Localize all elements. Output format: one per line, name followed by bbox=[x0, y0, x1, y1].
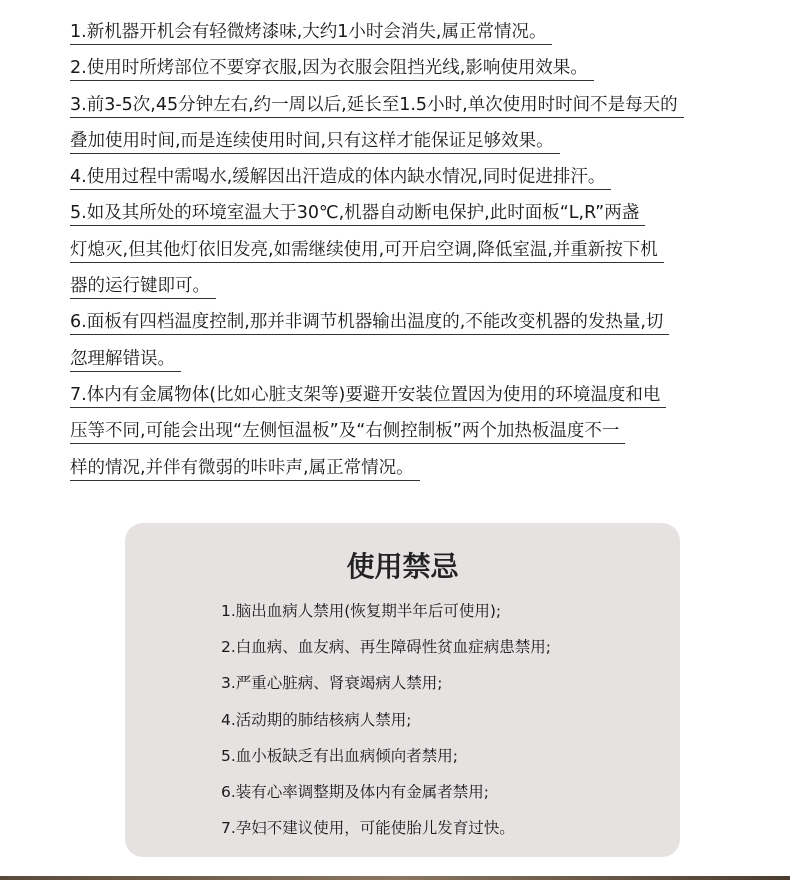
note-line: 3.前3-5次,45分钟左右,约一周以后,延长至1.5小时,单次使用时时间不是每天的 bbox=[70, 87, 720, 123]
note-line: 器的运行键即可。 bbox=[70, 268, 720, 304]
note-line: 样的情况,并伴有微弱的咔咔声,属正常情况。 bbox=[70, 450, 720, 486]
note-line: 忽理解错误。 bbox=[70, 341, 720, 377]
bottom-decorative-strip bbox=[0, 876, 790, 880]
list-item: 3.严重心脏病、肾衰竭病人禁用; bbox=[221, 674, 443, 693]
note-line: 叠加使用时间,而是连续使用时间,只有这样才能保证足够效果。 bbox=[70, 123, 720, 159]
list-item: 4.活动期的肺结核病人禁用; bbox=[221, 710, 412, 729]
note-line: 5.如及其所处的环境室温大于30℃,机器自动断电保护,此时面板“L,R”两盏 bbox=[70, 195, 720, 231]
list-item: 6.装有心率调整期及体内有金属者禁用; bbox=[221, 782, 490, 801]
note-line: 4.使用过程中需喝水,缓解因出汗造成的体内缺水情况,同时促进排汗。 bbox=[70, 159, 720, 195]
note-line: 2.使用时所烤部位不要穿衣服,因为衣服会阻挡光线,影响使用效果。 bbox=[70, 50, 720, 86]
contraindications-card bbox=[125, 523, 680, 857]
note-line: 1.新机器开机会有轻微烤漆味,大约1小时会消失,属正常情况。 bbox=[70, 14, 720, 50]
contraindications-list bbox=[221, 593, 551, 846]
usage-notes bbox=[70, 14, 720, 486]
list-item: 7.孕妇不建议使用，可能使胎儿发育过快。 bbox=[221, 819, 515, 838]
note-line: 7.体内有金属物体(比如心脏支架等)要避开安装位置因为使用的环境温度和电 bbox=[70, 377, 720, 413]
list-item: 5.血小板缺乏有出血病倾向者禁用; bbox=[221, 746, 459, 765]
note-line: 压等不同,可能会出现“左侧恒温板”及“右侧控制板”两个加热板温度不一 bbox=[70, 413, 720, 449]
note-line: 6.面板有四档温度控制,那并非调节机器输出温度的,不能改变机器的发热量,切 bbox=[70, 304, 720, 340]
list-item: 1.脑出血病人禁用(恢复期半年后可使用); bbox=[221, 602, 502, 620]
contraindications-title: 使用禁忌 bbox=[346, 550, 459, 583]
list-item: 2.白血病、血友病、再生障碍性贫血症病患禁用; bbox=[221, 638, 552, 657]
note-line: 灯熄灭,但其他灯依旧发亮,如需继续使用,可开启空调,降低室温,并重新按下机 bbox=[70, 232, 720, 268]
